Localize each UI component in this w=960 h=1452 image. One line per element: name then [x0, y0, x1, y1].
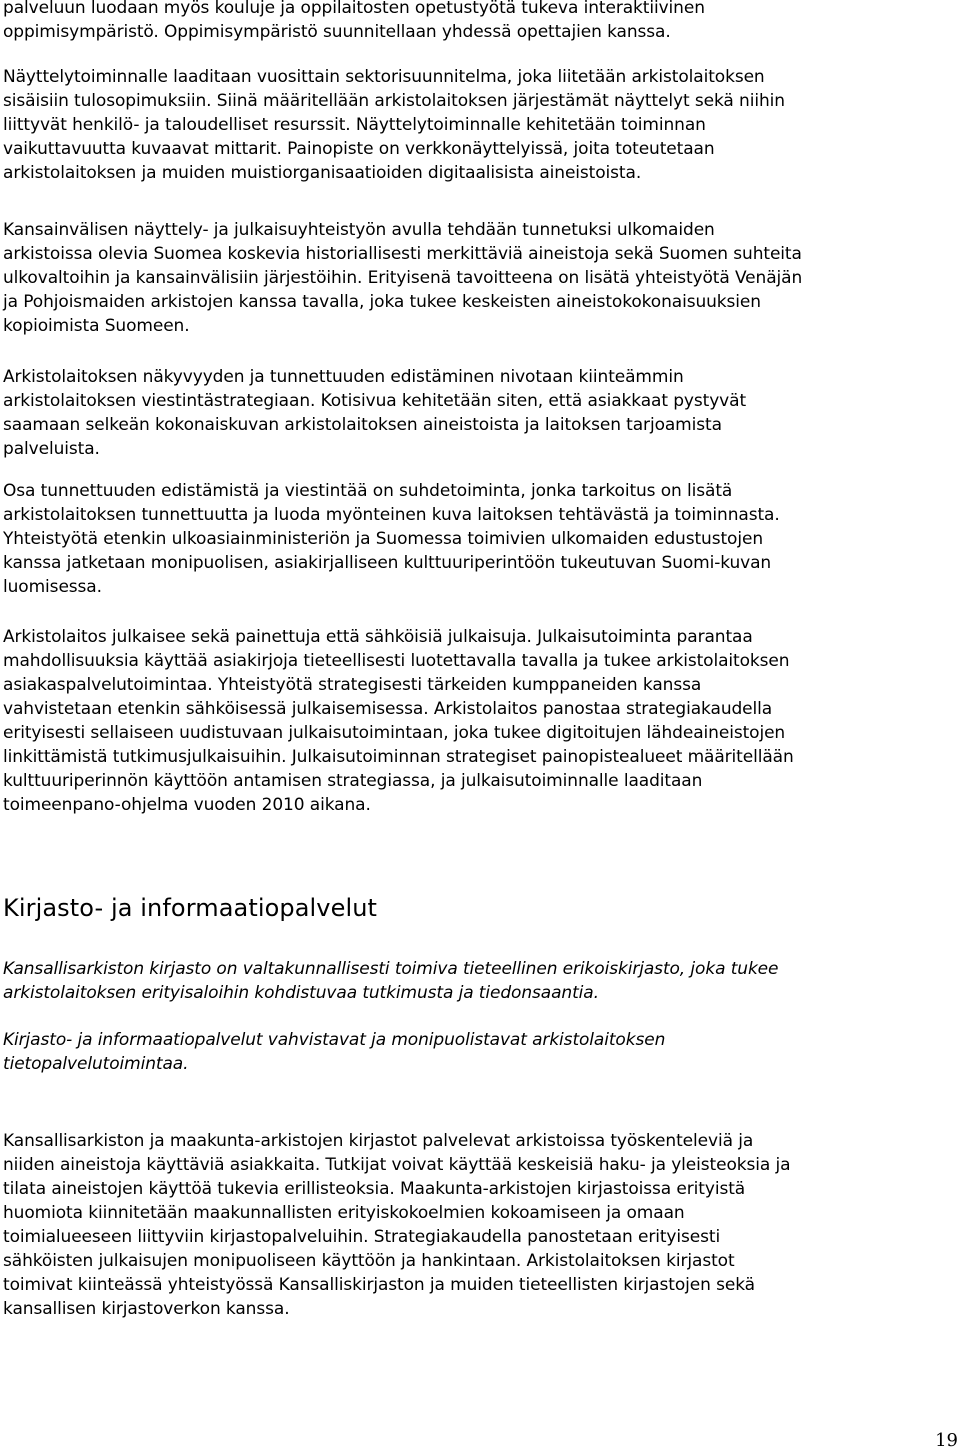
text-line: toimeenpano-ohjelma vuoden 2010 aikana. — [3, 795, 371, 815]
paragraph-exhibition-planning — [3, 65, 785, 185]
text-line: kopioimista Suomeen. — [3, 316, 190, 336]
paragraph-learning-environment — [3, 0, 705, 44]
text-line: asiakaspalvelutoimintaa. Yhteistyötä strategisesti tärkeiden kumppaneiden kanssa — [3, 675, 702, 695]
text-line: arkistolaitoksen ja muiden muistiorganisaatioiden digitaalisista aineistoista. — [3, 163, 642, 183]
text-line: Kirjasto- ja informaatiopalvelut vahvistavat ja monipuolistavat arkistolaitoksen — [3, 1030, 666, 1050]
page-number: 19 — [935, 1430, 958, 1451]
text-line: erityisesti sellaiseen uudistuvaan julkaisutoimintaan, joka tukee digitoitujen lähdeaineistojen — [3, 723, 786, 743]
paragraph-public-relations — [3, 479, 780, 599]
text-line: Kansainvälisen näyttely- ja julkaisuyhteistyön avulla tehdään tunnetuksi ulkomaiden — [3, 220, 715, 240]
text-line: palveluista. — [3, 439, 100, 459]
text-line: tilata aineistojen käyttöä tukevia erillisteoksia. Maakunta-arkistojen kirjastoissa erityistä — [3, 1179, 746, 1199]
text-line: ulkovaltoihin ja kansainvälisiin järjestöihin. Erityisenä tavoitteena on lisätä yhteistyötä Venäjän — [3, 268, 803, 288]
paragraph-international-cooperation — [3, 218, 802, 338]
text-line: huomiota kiinnitetään maakunnallisten erityiskokoelmien kokoamiseen ja omaan — [3, 1203, 685, 1223]
text-line: toimialueeseen liittyviin kirjastopalveluihin. Strategiakaudella panostetaan erityisesti — [3, 1227, 721, 1247]
paragraph-library-services — [3, 1129, 790, 1321]
text-line: arkistolaitoksen tunnettuutta ja luoda myönteinen kuva laitoksen tehtävästä ja toiminnasta. — [3, 505, 780, 525]
text-line: kulttuuriperinnön käyttöön antamisen strategiassa, ja julkaisutoiminnalle laaditaan — [3, 771, 703, 791]
section-intro-services — [3, 1028, 665, 1076]
section-heading: Kirjasto- ja informaatiopalvelut — [3, 894, 378, 922]
text-line: arkistoissa olevia Suomea koskevia historiallisesti merkittäviä aineistoja sekä Suomen suhteita — [3, 244, 802, 264]
text-line: Kansallisarkiston kirjasto on valtakunnallisesti toimiva tieteellinen erikoiskirjasto, joka tukee — [3, 959, 779, 979]
text-line: saamaan selkeän kokonaiskuvan arkistolaitoksen aineistoista ja laitoksen tarjoamista — [3, 415, 722, 435]
section-intro-library — [3, 957, 778, 1005]
text-line: kanssa jatketaan monipuolisen, asiakirjalliseen kulttuuriperintöön tukeutuvan Suomi-kuvan — [3, 553, 772, 573]
text-line: toimivat kiinteässä yhteistyössä Kansalliskirjaston ja muiden tieteellisten kirjastojen sekä — [3, 1275, 755, 1295]
text-line: palveluun luodaan myös kouluje ja oppilaitosten opetustyötä tukeva interaktiivinen — [3, 0, 705, 18]
paragraph-publications — [3, 625, 794, 817]
text-line: oppimisympäristö. Oppimisympäristö suunnitellaan yhdessä opettajien kanssa. — [3, 22, 671, 42]
text-line: sähköisten julkaisujen monipuoliseen käyttöön ja hankintaan. Arkistolaitoksen kirjastot — [3, 1251, 735, 1271]
text-line: Näyttelytoiminnalle laaditaan vuosittain sektorisuunnitelma, joka liitetään arkistolaitoksen — [3, 67, 765, 87]
text-line: luomisessa. — [3, 577, 102, 597]
text-line: niiden aineistoja käyttäviä asiakkaita. Tutkijat voivat käyttää keskeisiä haku- ja yleisteoksia ja — [3, 1155, 791, 1175]
paragraph-visibility — [3, 365, 746, 461]
text-line: Osa tunnettuuden edistämistä ja viestintää on suhdetoiminta, jonka tarkoitus on lisätä — [3, 481, 733, 501]
text-line: vahvistetaan etenkin sähköisessä julkaisemisessa. Arkistolaitos panostaa strategiakaudella — [3, 699, 773, 719]
text-line: Yhteistyötä etenkin ulkoasiainministeriön ja Suomessa toimivien ulkomaiden edustustojen — [3, 529, 764, 549]
text-line: mahdollisuuksia käyttää asiakirjoja tieteellisesti luotettavalla tavalla ja tukee arkistolaitoksen — [3, 651, 790, 671]
text-line: arkistolaitoksen viestintästrategiaan. Kotisivua kehitetään siten, että asiakkaat pystyvät — [3, 391, 747, 411]
text-line: vaikuttavuutta kuvaavat mittarit. Painopiste on verkkonäyttelyissä, joita toteutetaan — [3, 139, 715, 159]
text-line: Arkistolaitoksen näkyvyyden ja tunnettuuden edistäminen nivotaan kiinteämmin — [3, 367, 684, 387]
text-line: arkistolaitoksen erityisaloihin kohdistuvaa tutkimusta ja tiedonsaantia. — [3, 983, 599, 1003]
text-line: kansallisen kirjastoverkon kanssa. — [3, 1299, 290, 1319]
text-line: tietopalvelutoimintaa. — [3, 1054, 189, 1074]
text-line: linkittämistä tutkimusjulkaisuihin. Julkaisutoiminnan strategiset painopistealueet määritellään — [3, 747, 794, 767]
text-line: ja Pohjoismaiden arkistojen kanssa tavalla, joka tukee keskeisten aineistokokonaisuuksien — [3, 292, 761, 312]
text-line: sisäisiin tulosopimuksiin. Siinä määritellään arkistolaitoksen järjestämät näyttelyt sekä niihin — [3, 91, 785, 111]
text-line: Kansallisarkiston ja maakunta-arkistojen kirjastot palvelevat arkistoissa työskenteleviä ja — [3, 1131, 754, 1151]
text-line: liittyvät henkilö- ja taloudelliset resurssit. Näyttelytoiminnalle kehitetään toiminnan — [3, 115, 706, 135]
text-line: Arkistolaitos julkaisee sekä painettuja että sähköisiä julkaisuja. Julkaisutoiminta parantaa — [3, 627, 753, 647]
